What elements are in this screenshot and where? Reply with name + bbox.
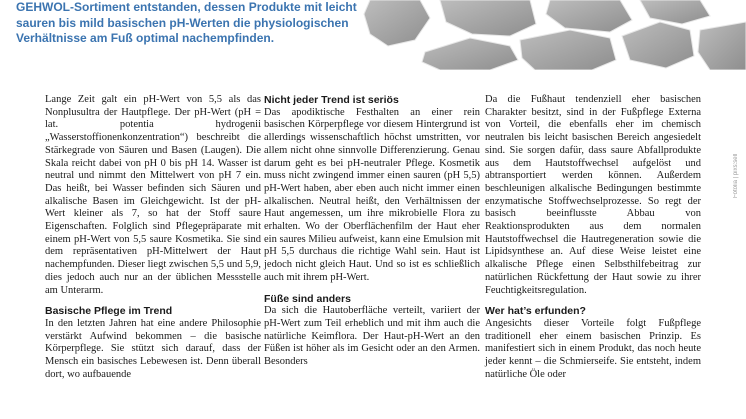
paragraph: Lange Zeit galt ein pH-Wert von 5,5 als das Nonplusultra der Hautpflege. Der pH-Wert (pH = lat. potentia hydrogenii „Wasserstoffionenkonzentration“) beschreibt die Stärkegrade von Säuren und Basen (Laugen). Die Skala reicht dabei von pH 0 bis pH 14. Wasser ist neutral und nimmt den Mittelwert von pH 7 ein. Das heißt, bei Wasser befinden sich Säuren und alkalische Basen im Gleichgewicht. Ist der pH-Wert kleiner als 7, so hat der Stoff saure Eigenschaften. Folglich sind Pflegepräparate mit einem pH-Wert von 5,5 saure Kosmetika. Sie sind dem repräsentativen pH-Mittelwert der Haut nachempfunden. Dieser liegt zwischen 5,5 und 5,9, dies jedoch auch nur an der üblichen Messstelle am Unterarm.	[45, 94, 261, 296]
subheading: Wer hat’s erfunden?	[485, 305, 586, 318]
stone-6	[622, 22, 694, 68]
stone-3	[440, 0, 536, 36]
paragraph: In den letzten Jahren hat eine andere Philosophie verstärkt Aufwind bekommen – die basische Körperpflege. Sie stützt sich darauf, dass der Mensch ein basisches Lebewesen ist. Denn überall dort, wo aufbauende	[45, 317, 261, 380]
intro-text: GEHWOL-Sortiment entstanden, dessen Produkte mit leicht sauren bis mild basischen pH-Werten die physiologischen Verhältnisse am Fuß optimal nachempfinden.	[16, 0, 357, 45]
stone-4	[520, 30, 616, 70]
column-2	[264, 94, 480, 369]
subheading: Basische Pflege im Trend	[45, 305, 173, 318]
paragraph: Angesichts dieser Vorteile folgt Fußpflege traditionell eher einem basischen Prinzip. Es manifestiert sich in einem Produkt, das noch heute jeder kennt – die Schmierseife. Sie entsteht, indem natürliche Öle oder	[485, 317, 701, 380]
stone-8	[698, 22, 746, 70]
stone-2	[422, 38, 518, 70]
column-1	[45, 94, 261, 381]
column-3	[485, 94, 701, 381]
stone-7	[640, 0, 710, 24]
photo-credit: Fotolia | pixs:sell	[733, 153, 739, 198]
paragraph: Da die Fußhaut tendenziell eher basischen Charakter besitzt, sind in der Fußpflege Externa von Vorteil, die ebenfalls eher im chemisch neutralen bis leicht basischen Bereich angesiedelt sind. Sie sorgen dafür, dass saure Abfallprodukte aus dem Hautstoffwechsel aufgelöst und abtransportiert werden können. Außerdem beschleunigen alkalische Bedingungen bestimmte enzymatische Stoffwechselprozesse. So regt der basisch beeinflusste Abbau von Reaktionsprodukten aus dem normalen Hautstoffwechsel die Hautregeneration sowie die Lipidsynthese an. Auf diese Weise leistet eine alkalische Pflege einen Selbsthilfebeitrag zur natürlichen Rückfettung der Haut sowie zu ihrer Feuchtigkeitsregulation.	[485, 94, 701, 296]
stone-5	[546, 0, 632, 32]
stone-1	[364, 0, 430, 46]
paragraph: Da sich die Hautoberfläche verteilt, variiert der pH-Wert zum Teil erheblich und mit ihm auch die natürliche Keimflora. Der Haut-pH-Wert an den Füßen ist höher als im Gesicht oder an den Armen. Besonders	[264, 305, 480, 368]
subheading: Nicht jeder Trend ist seriös	[264, 94, 399, 106]
paragraph: Das apodiktische Festhalten an einer rein basischen Körperpflege vor diesem Hintergrund ist allerdings wissenschaftlich höchst umstritten, vor allem nicht ohne sinnvolle Differenzierung. Genau darum geht es bei pH-neutraler Pflege. Kosmetik muss nicht zwingend immer einen sauren (pH 5,5) pH-Wert haben, aber eben auch nicht immer einen alkalischen. Neutral heißt, den Verhältnissen der Haut angemessen, um ihre mikrobielle Flora zu erhalten. Wo der Oberflächenfilm der Haut eher ein saures Milieu aufweist, kann eine Emulsion mit pH 5,5 durchaus die richtige Wahl sein. Haut ist jedoch nicht gleich Haut. Und so ist es schließlich auch mit ihrem pH-Wert.	[264, 106, 480, 283]
subheading: Füße sind anders	[264, 292, 351, 305]
stones-illustration	[360, 0, 746, 70]
